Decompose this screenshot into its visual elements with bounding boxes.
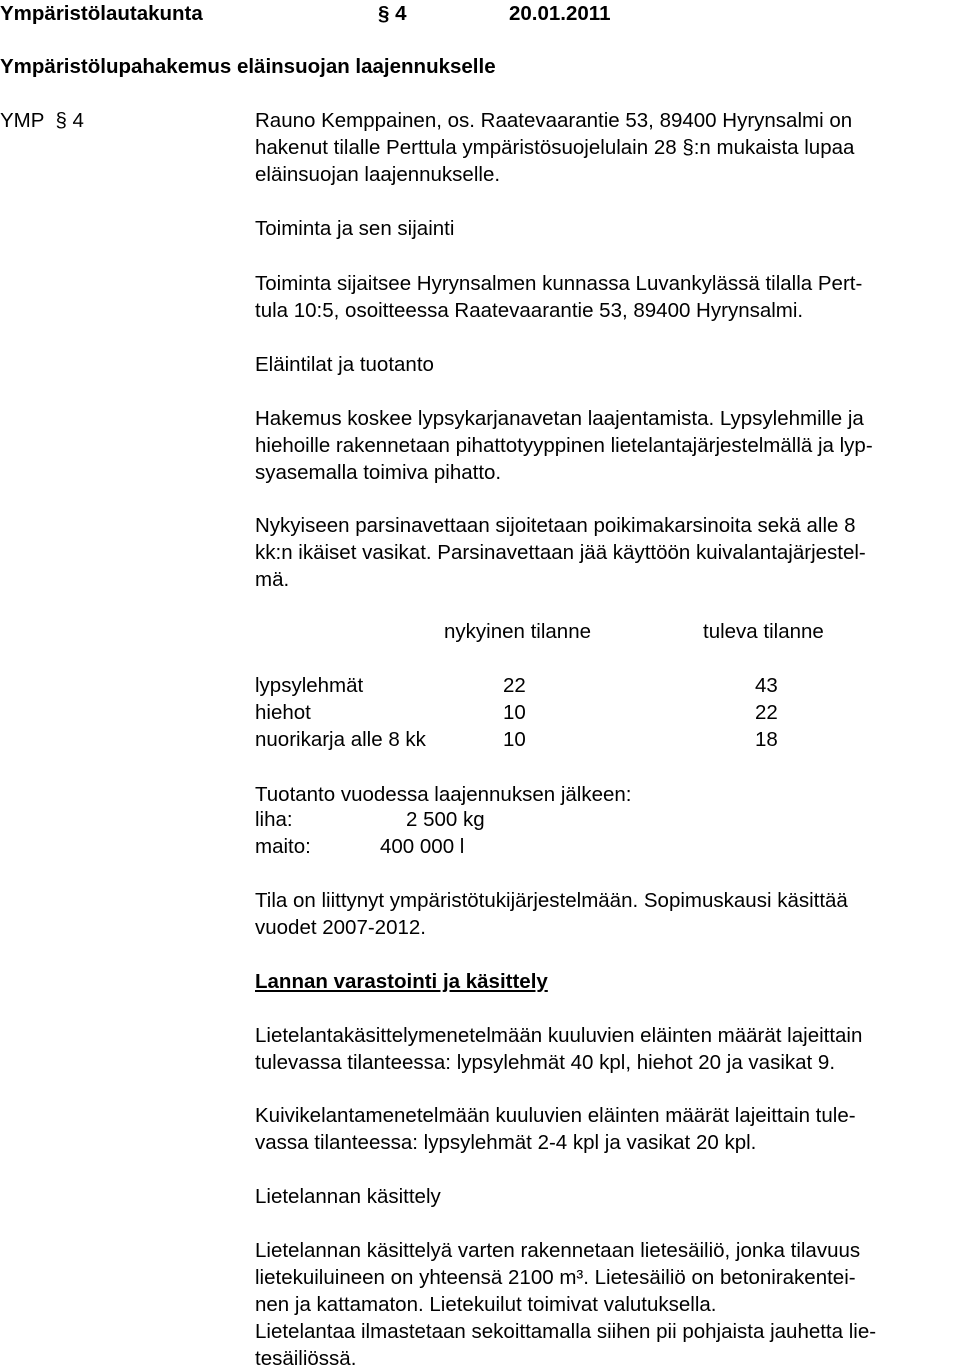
milk-value: 400 000 l [380,835,465,858]
intro-paragraph: Rauno Kemppainen, os. Raatevaarantie 53, 89400 Hyrynsalmi on hakenut tilalle Perttula ympäristösuojelulain 28 §:n mukaista lupaa eläinsuojan laajennukselle. [255,109,855,186]
meat-label: liha: [255,808,293,831]
slurry-paragraph: Lietelantakäsittelymenetelmään kuuluvien eläinten määrät lajeittain tulevassa tilanteessa: lypsylehmät 40 kpl, hiehot 20 ja vasikat 9. [255,1024,863,1074]
location-heading: Toiminta ja sen sijainti [255,217,455,240]
committee-name: Ympäristölautakunta [0,2,203,25]
barn-paragraph: Nykyiseen parsinavettaan sijoitetaan poikimakarsinoita sekä alle 8 kk:n ikäiset vasikat. Parsinavettaan jää käyttöön kuivalantajärjestel- mä. [255,514,866,591]
production-heading: Tuotanto vuodessa laajennuksen jälkeen: [255,783,632,806]
slurry-handling-heading: Lietelannan käsittely [255,1185,441,1208]
dry-manure-paragraph: Kuivikelantamenetelmään kuuluvien eläinten määrät lajeittain tule- vassa tilanteessa: lypsylehmät 2-4 kpl ja vasikat 20 kpl. [255,1104,856,1154]
animals-heading: Eläintilat ja tuotanto [255,353,434,376]
handling-paragraph: Lietelannan käsittelyä varten rakennetaan lietesäiliö, jonka tilavuus lietekuiluineen on yhteensä 2100 m³. Lietesäiliö on betonirakentei- nen ja kattamaton. Lietekuilut toimivat valutuksella. Lietelantaa ilmastetaan sekoittamalla siihen pii pohjaista jauhetta lie- tesäiliössä. [255,1239,877,1370]
milk-label: maito: [255,835,311,858]
meat-value: 2 500 kg [406,808,485,831]
case-code: YMP § 4 [0,109,84,132]
support-paragraph: Tila on liittynyt ympäristötukijärjestelmään. Sopimuskausi käsittää vuodet 2007-2012. [255,889,848,939]
column-header-current: nykyinen tilanne [444,620,592,643]
manure-heading: Lannan varastointi ja käsittely [255,970,548,993]
document-title: Ympäristölupahakemus eläinsuojan laajennukselle [0,55,496,78]
meeting-date: 20.01.2011 [509,2,611,25]
section-number: § 4 [378,2,407,25]
location-paragraph: Toiminta sijaitsee Hyrynsalmen kunnassa Luvankylässä tilalla Pert- tula 10:5, osoitteessa Raatevaarantie 53, 89400 Hyrynsalmi. [255,272,863,322]
animals-paragraph: Hakemus koskee lypsykarjanavetan laajentamista. Lypsylehmille ja hiehoille rakennetaan pihattotyyppinen lietelantajärjestelmällä ja lyp- syasemalla toimiva pihatto. [255,407,873,484]
column-header-future: tuleva tilanne [703,620,824,643]
